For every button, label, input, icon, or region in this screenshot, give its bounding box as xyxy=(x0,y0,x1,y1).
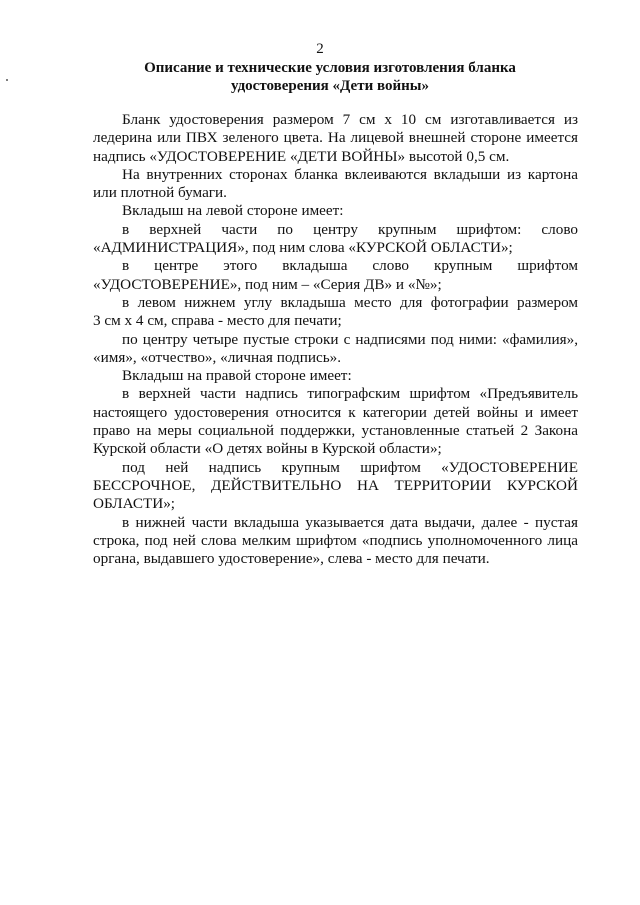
paragraph xyxy=(93,202,578,220)
paragraph-line: Курской области «О детях войны в Курской области»; xyxy=(93,440,442,458)
paragraph-line: «УДОСТОВЕРЕНИЕ», под ним – «Серия ДВ» и «№»; xyxy=(93,275,442,293)
paragraph xyxy=(93,294,578,331)
paragraph-line: Вкладыш на левой стороне имеет: xyxy=(122,202,344,220)
paragraph-line: под ней надпись крупным шрифтом «УДОСТОВЕРЕНИЕ xyxy=(122,458,578,476)
paragraph xyxy=(93,514,578,569)
paragraph-line: БЕССРОЧНОЕ, ДЕЙСТВИТЕЛЬНО НА ТЕРРИТОРИИ КУРСКОЙ xyxy=(93,476,578,494)
paragraph xyxy=(93,166,578,203)
paragraph-line: На внутренних сторонах бланка вклеиваются вкладыши из картона xyxy=(122,165,578,183)
paragraph-line: право на меры социальной поддержки, установленные статьей 2 Закона xyxy=(93,422,578,440)
document-body xyxy=(93,111,578,568)
paragraph xyxy=(93,367,578,385)
paragraph-line: ледерина или ПВХ зеленого цвета. На лицевой внешней стороне имеется xyxy=(93,129,578,147)
paragraph-line: 3 см х 4 см, справа - место для печати; xyxy=(93,312,342,330)
title-line-1: Описание и технические условия изготовления бланка xyxy=(144,60,516,76)
paragraph xyxy=(93,257,578,294)
paragraph-line: настоящего удостоверения относится к категории детей войны и имеет xyxy=(93,403,578,421)
paragraph-line: «имя», «отчество», «личная подпись». xyxy=(93,348,342,366)
paragraph-line: Бланк удостоверения размером 7 см х 10 см изготавливается из xyxy=(122,111,578,128)
page-number: 2 xyxy=(316,41,324,57)
paragraph xyxy=(93,385,578,458)
paragraph-line: в верхней части надпись типографским шрифтом «Предъявитель xyxy=(122,385,578,403)
paragraph xyxy=(93,221,578,258)
document-title xyxy=(110,59,550,95)
paragraph-line: органа, выдавшего удостоверение», слева - место для печати. xyxy=(93,550,490,568)
paragraph-line: Вкладыш на правой стороне имеет: xyxy=(122,367,352,385)
paragraph-line: в нижней части вкладыша указывается дата выдачи, далее - пустая xyxy=(122,513,578,531)
paragraph-line: строка, под ней слова мелким шрифтом «подпись уполномоченного лица xyxy=(93,531,578,549)
paragraph-line: «АДМИНИСТРАЦИЯ», под ним слова «КУРСКОЙ ОБЛАСТИ»; xyxy=(93,239,513,257)
paragraph-line: по центру четыре пустые строки с надписями под ними: «фамилия», xyxy=(122,330,578,348)
paragraph-line: в левом нижнем углу вкладыша место для фотографии размером xyxy=(122,293,578,311)
paragraph xyxy=(93,111,578,166)
paragraph-line: или плотной бумаги. xyxy=(93,184,227,202)
paragraph-line: надпись «УДОСТОВЕРЕНИЕ «ДЕТИ ВОЙНЫ» высотой 0,5 см. xyxy=(93,147,510,165)
paragraph xyxy=(93,459,578,514)
title-line-2: удостоверения «Дети войны» xyxy=(231,78,429,94)
paragraph-line: в верхней части по центру крупным шрифтом: слово xyxy=(122,220,578,238)
paragraph xyxy=(93,331,578,368)
scan-speck xyxy=(6,79,8,81)
paragraph-line: в центре этого вкладыша слово крупным шрифтом xyxy=(122,257,578,275)
paragraph-line: ОБЛАСТИ»; xyxy=(93,495,176,513)
